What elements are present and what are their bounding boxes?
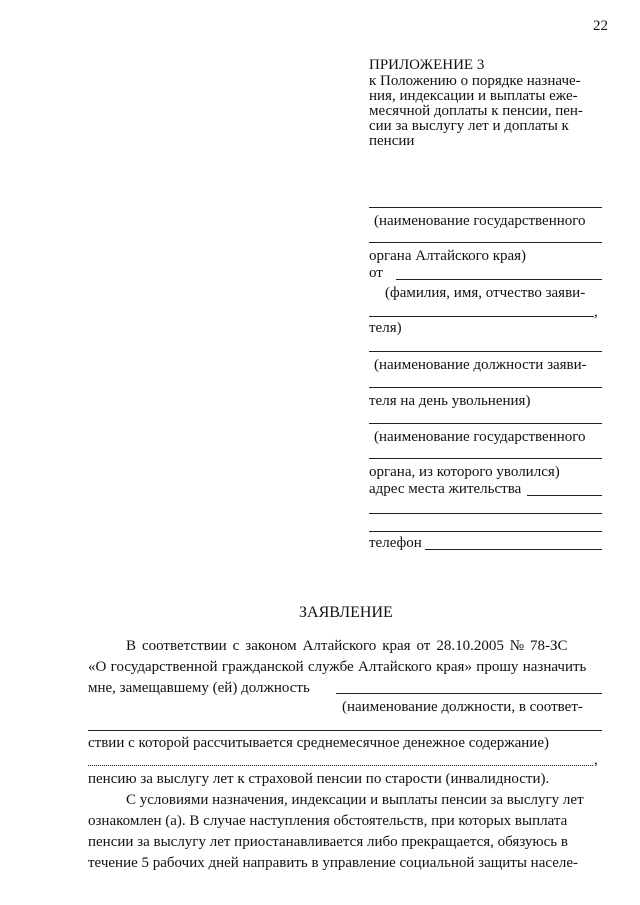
org-field-line[interactable] [369,423,602,424]
address-field-line[interactable] [369,531,602,532]
from-label: от [369,265,383,281]
phone-label: телефон [369,535,422,551]
statement-line: С условиями назначения, индексации и выплаты пенсии за выслугу лет [126,792,584,808]
page-number: 22 [593,18,608,34]
position-hint: ствии с которой рассчитывается среднемесячное денежное содержание) [88,735,549,751]
appendix-line: ния, индексации и выплаты еже- [369,88,578,104]
position-field-line[interactable] [369,351,602,352]
name-field-line[interactable] [369,316,594,317]
statement-line: пенсию за выслугу лет к страховой пенсии по старости (инвалидности). [88,771,550,787]
authority-hint: (наименование государственного [374,213,586,229]
org-field-line[interactable] [369,458,602,459]
appendix-line: к Положению о порядке назначе- [369,73,581,89]
position-field-line[interactable] [336,693,602,694]
statement-line: пенсии за выслугу лет приостанавливается либо прекращается, обязуюсь в [88,834,568,850]
address-field-line[interactable] [527,495,602,496]
statement-line: «О государственной гражданской службе Алтайского края» прошу назначить [88,659,587,675]
authority-hint: органа Алтайского края) [369,248,527,264]
statement-line: ознакомлен (а). В случае наступления обстоятельств, при которых выплата [88,813,568,829]
appendix-line: пенсии [369,133,415,149]
from-field-line[interactable] [396,279,602,280]
authority-field-line[interactable] [369,207,602,208]
position-hint: (наименование должности, в соответ- [342,699,583,715]
position-field-line[interactable] [88,765,593,766]
authority-field-line[interactable] [369,242,602,243]
address-label: адрес места жительства [369,481,522,497]
org-hint: (наименование государственного [374,429,586,445]
statement-heading: ЗАЯВЛЕНИЕ [299,604,393,621]
phone-field-line[interactable] [425,549,602,550]
position-comma: , [594,752,598,768]
position-field-line[interactable] [88,730,602,731]
statement-line: В соответствии с законом Алтайского края от 28.10.2005 № 78-ЗС [126,638,568,654]
statement-line: течение 5 рабочих дней направить в управление социальной защиты населе- [88,855,579,871]
address-field-line[interactable] [369,513,602,514]
appendix-line: сии за выслугу лет и доплаты к [369,118,569,134]
org-hint: органа, из которого уволился) [369,464,560,480]
statement-line: мне, замещавшему (ей) должность [88,680,310,696]
position-hint: (наименование должности заяви- [374,357,587,373]
name-hint: теля) [369,320,402,336]
position-hint: теля на день увольнения) [369,393,531,409]
name-hint: (фамилия, имя, отчество заяви- [385,285,586,301]
name-comma: , [594,304,598,320]
position-field-line[interactable] [369,387,602,388]
appendix-title: ПРИЛОЖЕНИЕ 3 [369,57,485,73]
appendix-line: месячной доплаты к пенсии, пен- [369,103,583,119]
